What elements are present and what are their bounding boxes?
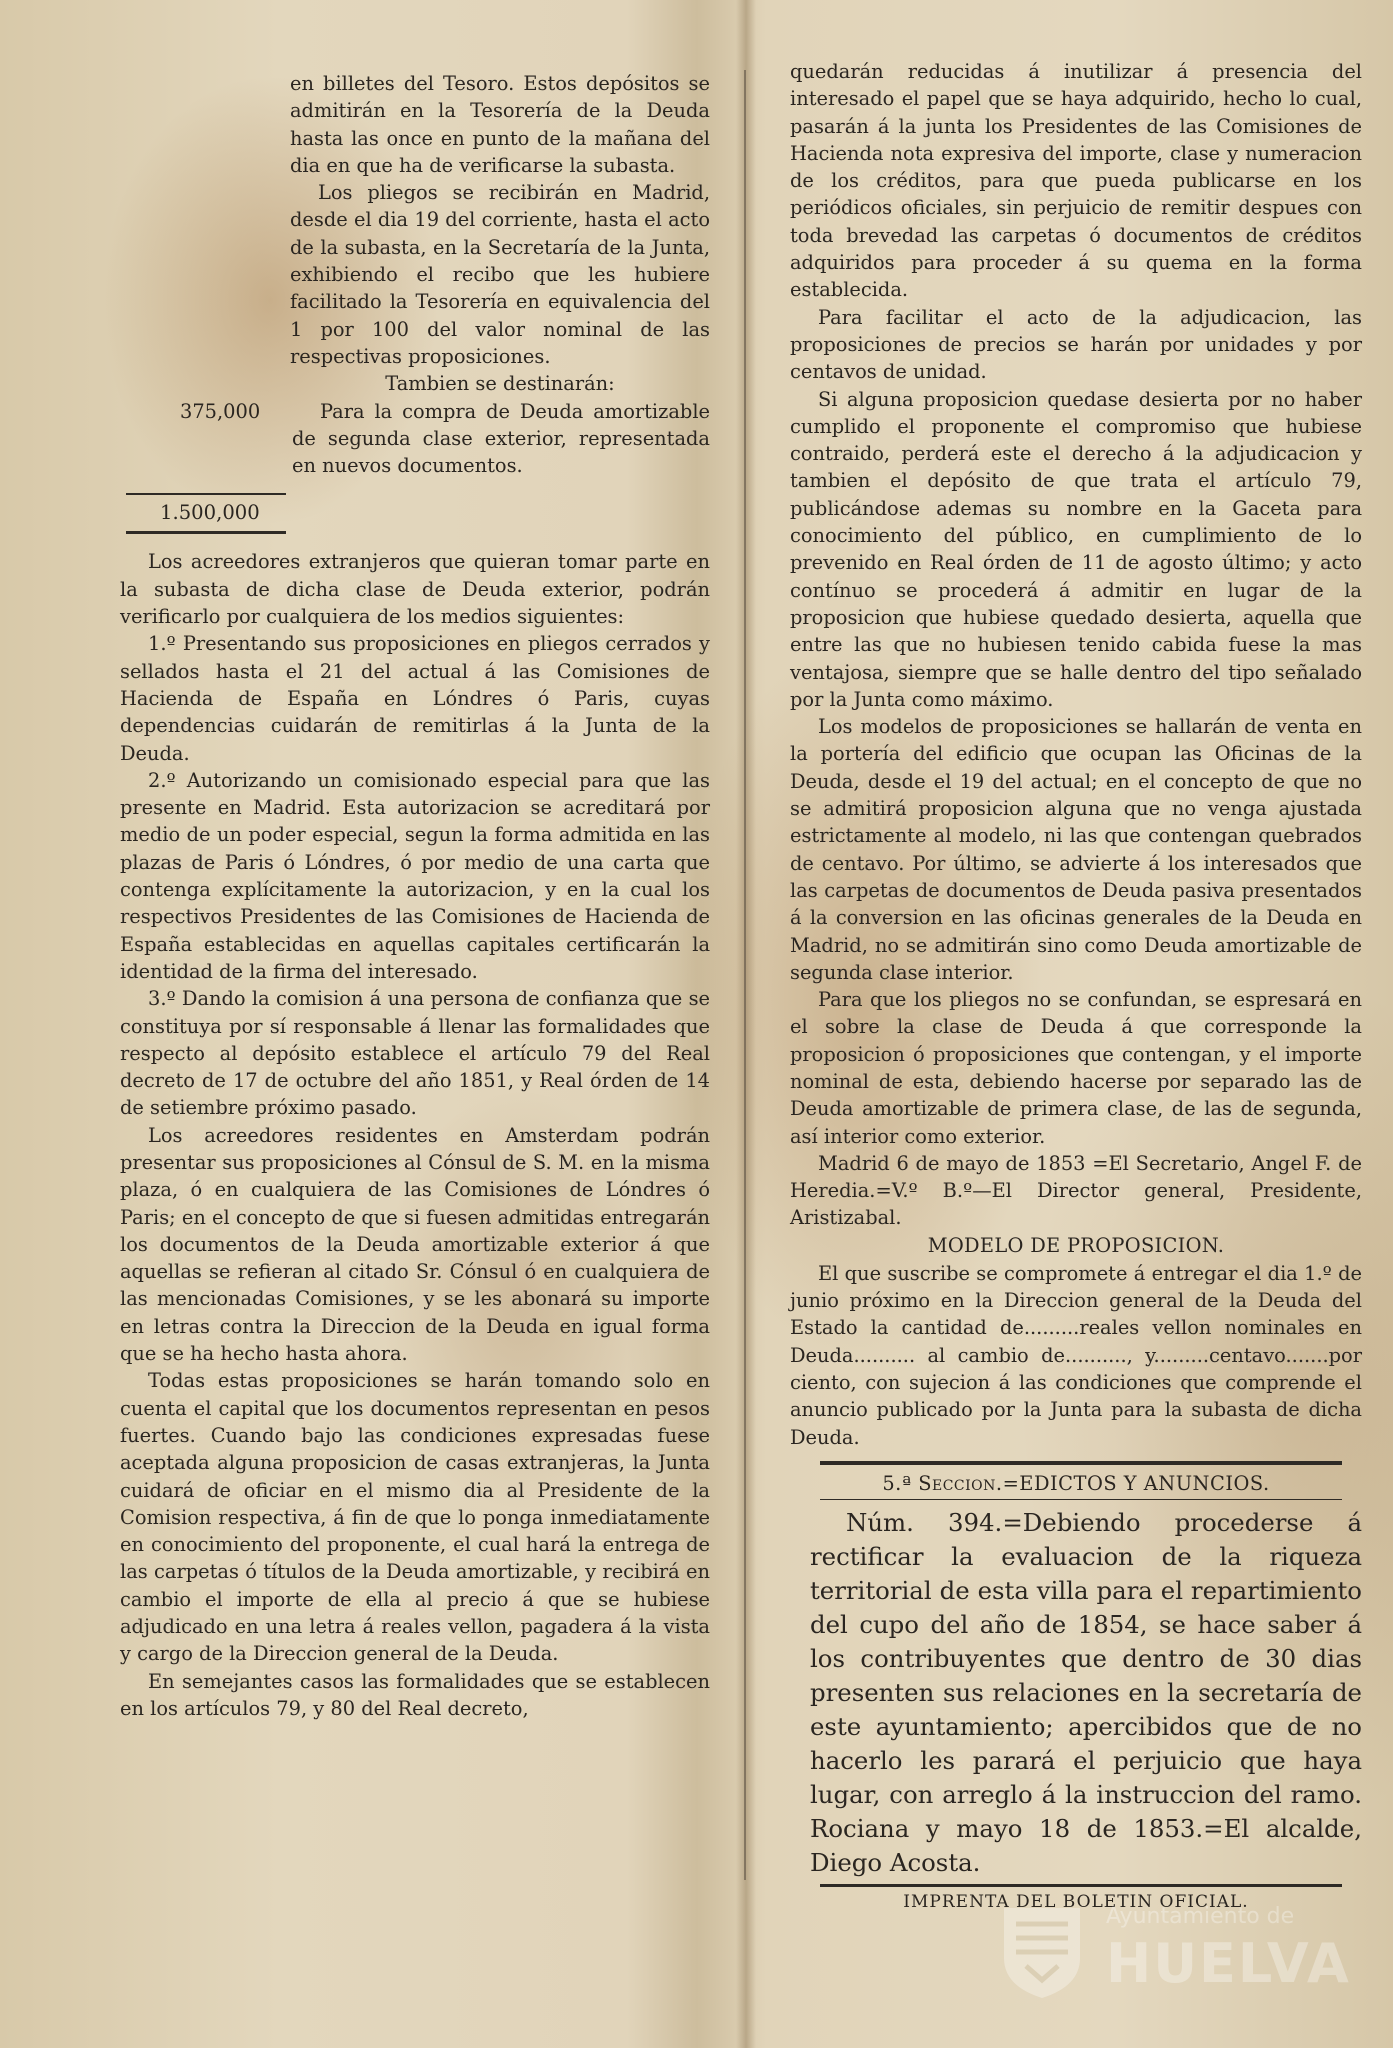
section-rule-bottom — [820, 1499, 1342, 1501]
paragraph-deposits: en billetes del Tesoro. Estos depósitos se admitirán en la Tesorería de la Deuda hasta las once en punto de la mañana del dia en que ha de verificarse la subasta. — [290, 72, 710, 177]
budget-amount: 375,000 — [180, 399, 261, 423]
budget-description: Para la compra de Deuda amortizable de segunda clase exterior, representada en nuevos documentos. — [292, 399, 710, 478]
edict-block — [810, 1506, 1362, 1880]
paragraph-pliegos: Los pliegos se recibirán en Madrid, desde el dia 19 del corriente, hasta el acto de la subasta, en la Secretaría de la Junta, exhibiendo el recibo que les hubiere facilitado la Tesorería en equivalencia del 1 por 100 del valor nominal de las respectivas proposiciones. — [290, 181, 710, 368]
paragraph-formalities: En semejantes casos las formalidades que se establecen en los artículos 79, y 80 del Real decreto, — [120, 1669, 710, 1720]
section-number: 5.ª — [882, 1471, 912, 1495]
edict-394: Núm. 394.=Debiendo procederse á rectificar la evaluacion de la riqueza territorial de esta villa para el repartimiento del cupo del año de 1854, se hace saber á los contribuyentes que dentro de 30 dias presenten sus relaciones en la secretaría de este ayuntamiento; apercibidos que de no hacerlo les parará el perjuicio que haya lugar, con arreglo á la instruccion del ramo. Rociana y mayo 18 de 1853.=El alcalde, Diego Acosta. — [810, 1508, 1362, 1878]
section-label: Seccion. — [918, 1471, 1003, 1495]
paragraph-amsterdam: Los acreedores residentes en Amsterdam podrán presentar sus proposiciones al Cónsul de S. M. en la misma plaza, ó en cualquiera de las Comisiones de Lóndres ó Paris; en el concepto de que si fuesen admitidas entregarán los documentos de la Deuda amortizable exterior á que aquellas se refieran al citado Sr. Cónsul ó en cualquiera de las mencionadas Comisiones, y se les abonará su importe en letras contra la Direccion de la Deuda en igual forma que se ha hecho hasta ahora. — [120, 1123, 710, 1366]
left-column — [120, 70, 710, 1722]
right-column — [790, 58, 1362, 1915]
budget-row — [120, 398, 710, 480]
huelva-shield-icon — [1000, 1904, 1084, 2000]
imprint: IMPRENTA DEL BOLETIN OFICIAL. — [903, 1891, 1249, 1912]
imprint-rule — [820, 1884, 1342, 1887]
paragraph-option-3: 3.º Dando la comision á una persona de confianza que se constituya por sí responsable á llenar las formalidades que respecto al depósito establece el artículo 79 del Real decreto de 17 de octubre del año 1851, y Real órden de 14 de setiembre próximo pasado. — [120, 987, 710, 1120]
paragraph-models: Los modelos de proposiciones se hallarán de venta en la portería del edificio que ocupan las Oficinas de la Deuda, desde el 19 del actual; en el concepto de que no se admitirá proposicion alguna que no venga ajustada estrictamente al modelo, ni las que contengan quebrados de centavo. Por último, se advierte á los interesados que las carpetas de documentos de Deuda pasiva presentados á la conversion en las oficinas generales de la Deuda en Madrid, no se admitirán sino como Deuda amortizable de segunda clase interior. — [790, 715, 1362, 984]
paragraph-foreign-creditors: Los acreedores extranjeros que quieran tomar parte en la subasta de dicha clase de Deuda exterior, podrán verificarlo por cualquiera de los medios siguientes: — [120, 550, 710, 629]
page-gutter — [736, 0, 756, 2048]
paragraph-envelopes: Para que los pliegos no se confundan, se espresará en el sobre la clase de Deuda á que corresponde la proposicion ó proposiciones que contengan, y el importe nominal de esta, debiendo hacerse por separado las de Deuda amortizable de primera clase, de las de segunda, así interior como exterior. — [790, 988, 1362, 1148]
paragraph-proposals: Todas estas proposiciones se harán tomando solo en cuenta el capital que los documentos representan en pesos fuertes. Cuando bajo las condiciones expresadas fuese aceptada alguna proposicion de casas extranjeras, la Junta cuidará de oficiar en el mismo dia al Presidente de la Comision respectiva, á fin de que lo ponga inmediatamente en conocimiento del proponente, el cual hará la entrega de las carpetas ó títulos de la Deuda amortizable, y recibirá en cambio el importe de ella al precio á que se hubiese adjudicado en una letra á reales vellon, pagadera á la vista y cargo de la Direccion general de la Deuda. — [120, 1369, 710, 1666]
signature-madrid: Madrid 6 de mayo de 1853 =El Secretario, Angel F. de Heredia.=V.º B.º—El Director general, Presidente, Aristizabal. — [790, 1151, 1362, 1230]
tambien-line: Tambien se destinarán: — [385, 372, 615, 396]
paragraph-continuation: quedarán reducidas á inutilizar á presencia del interesado el papel que se haya adquirido, hecho lo cual, pasarán á la junta los Presidentes de las Comisiones de Hacienda nota expresiva del importe, clase y numeracion de los créditos, para que pueda publicarse en los periódicos oficiales, sin perjuicio de remitir despues con toda brevedad las carpetas ó documentos de créditos adquiridos para proceder á su quema en la forma establecida. — [790, 60, 1362, 302]
watermark-big-text: HUELVA — [1106, 1932, 1351, 1995]
total-block — [120, 493, 710, 534]
watermark-small-text: Ayuntamiento de — [1106, 1904, 1295, 1929]
total-rule-bottom — [126, 531, 286, 534]
section-title — [790, 1469, 1362, 1499]
model-text: El que suscribe se compromete á entregar el dia 1.º de junio próximo en la Direccion general de la Deuda del Estado la cantidad de.........reales vellon nominales en Deuda.......... al cambio de.........., y.........centavo.......por ciento, con sujecion á las condiciones que comprende el anuncio publicado por la Junta para la subasta de dicha Deuda. — [790, 1261, 1362, 1449]
column-divider — [744, 70, 746, 1880]
paragraph-option-2: 2.º Autorizando un comisionado especial para que las presente en Madrid. Esta autorizacion se acreditará por medio de un poder especial, segun la forma admitida en las plazas de Paris ó Lóndres, ó por medio de una carta que contenga explícitamente la autorizacion, y en la cual los respectivos Presidentes de las Comisiones de Hacienda de España establecidas en aquellas capitales certificarán la identidad de la firma del interesado. — [120, 768, 710, 983]
model-heading: MODELO DE PROPOSICION. — [927, 1233, 1225, 1257]
paragraph-option-1: 1.º Presentando sus proposiciones en pliegos cerrados y sellados hasta el 21 del actual á las Comisiones de Hacienda de España en Lóndres ó Paris, cuyas dependencias cuidarán de remitirlas á la Junta de la Deuda. — [120, 632, 710, 765]
watermark — [1000, 1898, 1351, 2008]
paragraph-adjudication: Para facilitar el acto de la adjudicacion, las proposiciones de precios se harán por unidades y por centavos de unidad. — [790, 305, 1362, 384]
section-name: =EDICTOS Y ANUNCIOS. — [1002, 1471, 1270, 1495]
paragraph-deserted: Si alguna proposicion quedase desierta por no haber cumplido el proponente el compromiso que hubiese contraido, perderá este el derecho á la adjudicacion y tambien el depósito de que trata el artículo 79, publicándose ademas su nombre en la Gaceta para conocimiento del público, en cumplimiento de lo prevenido en Real órden de 11 de agosto último; y acto contínuo se procederá á admitir en lugar de la proposicion que hubiese quedado desierta, aquella que entre las que no hubiesen tenido cabida fuese la mas ventajosa, siempre que se halle dentro del tipo señalado por la Junta como máximo. — [790, 387, 1362, 711]
section-rule-top — [820, 1461, 1342, 1465]
total-amount: 1.500,000 — [160, 501, 260, 525]
